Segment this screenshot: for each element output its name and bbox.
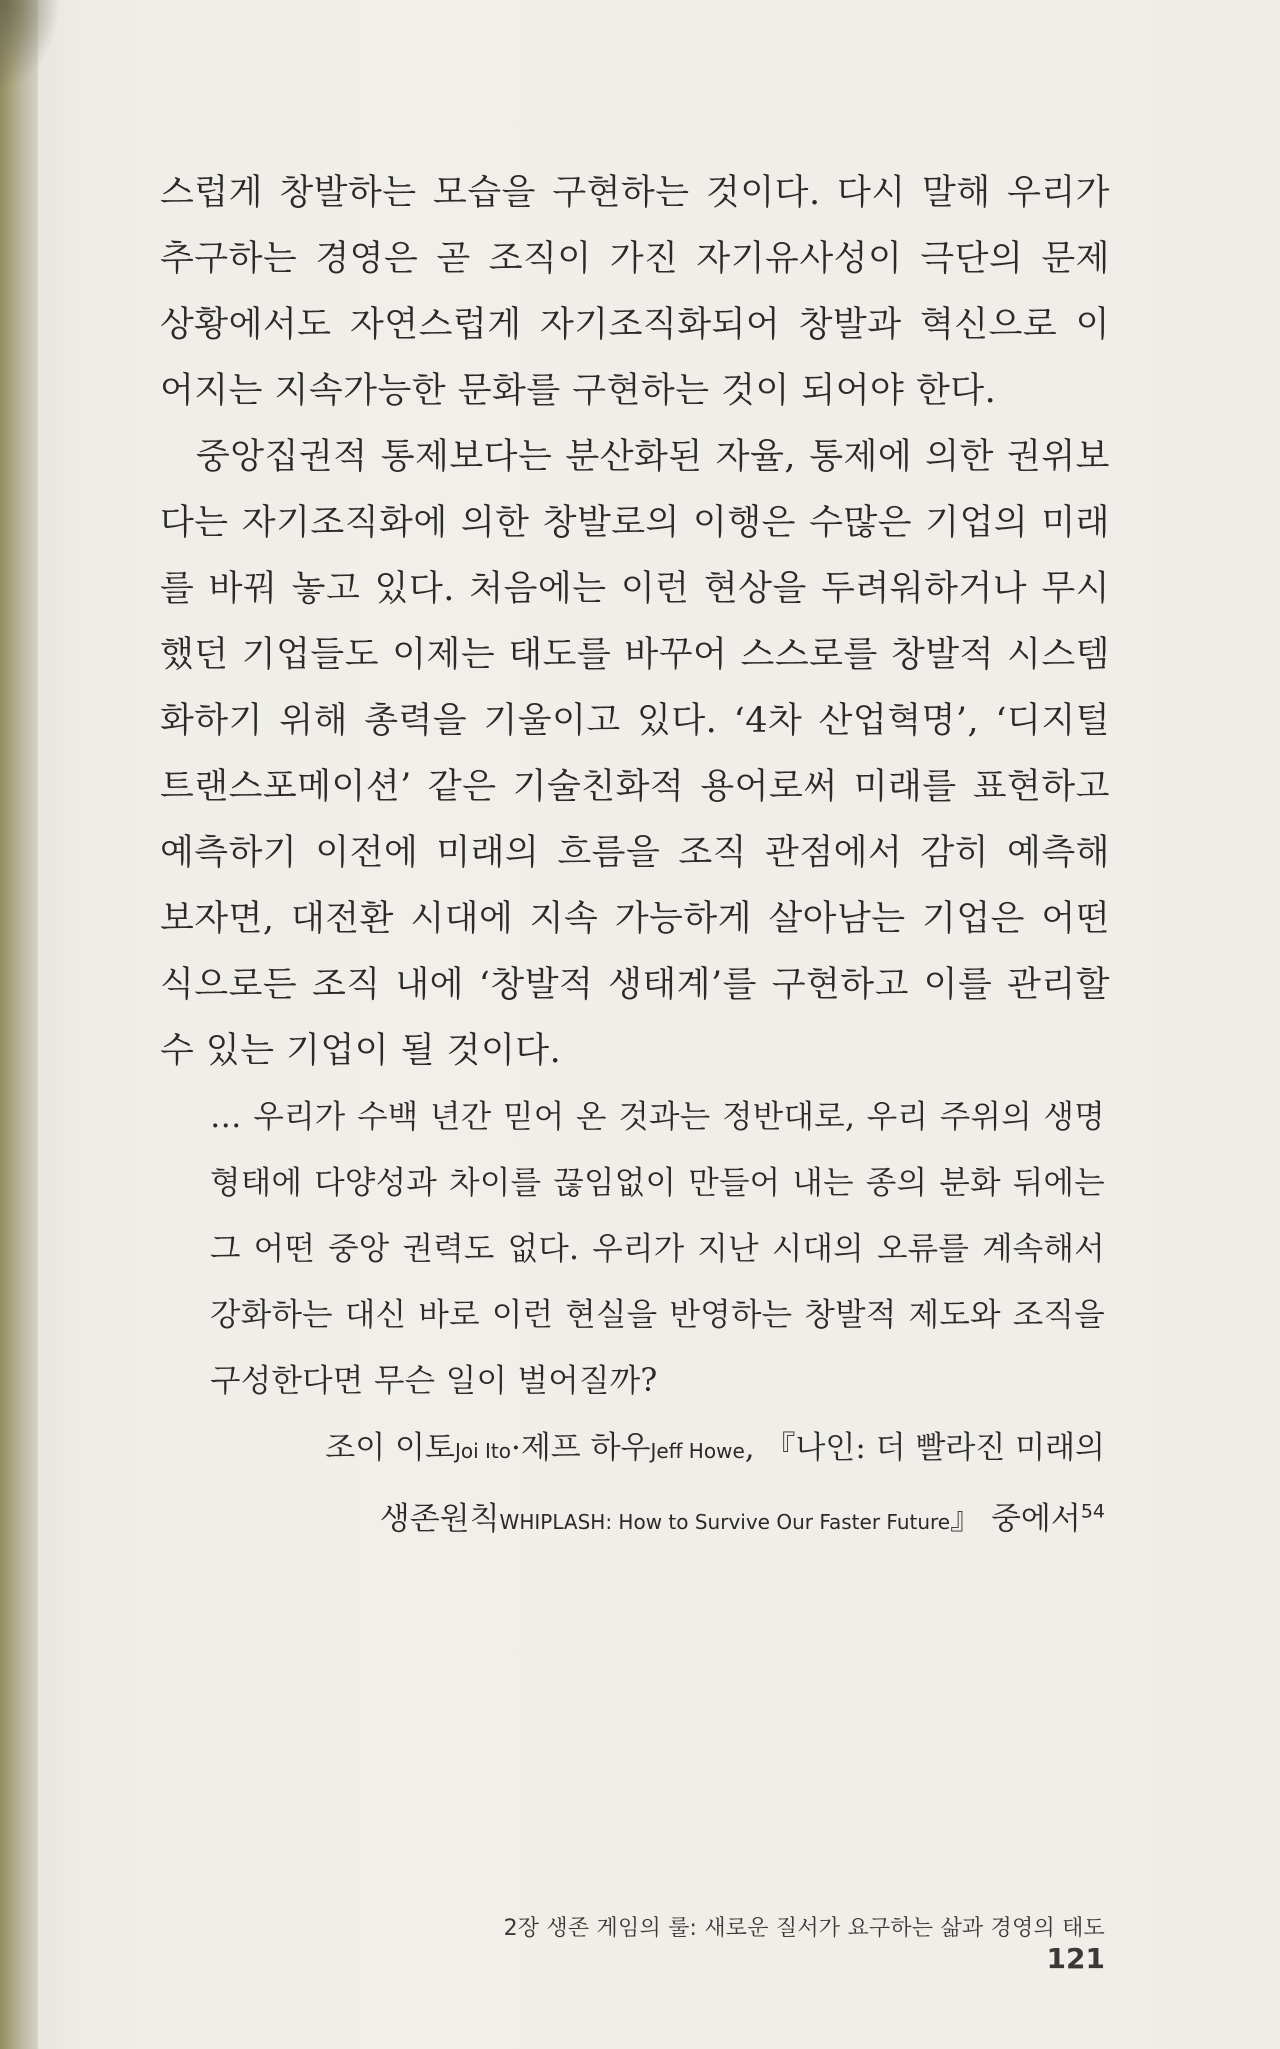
paragraph-2: 중앙집권적 통제보다는 분산화된 자율, 통제에 의한 권위보다는 자기조직화에 의한 창발로의 이행은 수많은 기업의 미래를 바꿔 놓고 있다. 처음에는 이런 현상을 두려워하거나 무시했던 기업들도 이제는 태도를 바꾸어 스스로를 창발적 시스템화하기 위해 총력을 기울이고 있다. ‘4차 산업혁명’, ‘디지털 트랜스포메이션’ 같은 기술친화적 용어로써 미래를 표현하고 예측하기 이전에 미래의 흐름을 조직 관점에서 감히 예측해 보자면, 대전환 시대에 지속 가능하게 살아남는 기업은 어떤 식으로든 조직 내에 ‘창발적 생태계’를 구현하고 이를 관리할 수 있는 기업이 될 것이다. <box>160 437 1110 1071</box>
book-title-english: WHIPLASH: How to Survive Our Faster Future <box>499 1510 951 1534</box>
author-1-korean: 조이 이토 <box>325 1430 455 1466</box>
corner-shadow <box>0 0 60 90</box>
quote-block <box>210 1084 1105 1556</box>
author-2-korean: 제프 하우 <box>520 1430 651 1466</box>
page-number: 121 <box>1046 1942 1105 1975</box>
running-chapter-title: 2장 생존 게임의 룰: 새로운 질서가 요구하는 삶과 경영의 태도 <box>503 1916 1105 1941</box>
book-title-korean-part-2: 생존원칙 <box>379 1501 500 1537</box>
quote-attribution-line-1 <box>210 1414 1105 1485</box>
book-spine-shadow <box>0 0 38 2049</box>
source-suffix: 중에서 <box>981 1501 1081 1537</box>
book-title-korean-part-1: 나인: 더 빨라진 미래의 <box>795 1430 1105 1466</box>
author-separator: · <box>510 1430 521 1466</box>
quote-text: … 우리가 수백 년간 믿어 온 것과는 정반대로, 우리 주위의 생명 형태에 다양성과 차이를 끊임없이 만들어 내는 종의 분화 뒤에는 그 어떤 중앙 권력도 없다. 우리가 지난 시대의 오류를 계속해서 강화하는 대신 바로 이런 현실을 반영하는 창발적 제도와 조직을 구성한다면 무슨 일이 벌어질까? <box>210 1099 1105 1399</box>
quote-attribution-line-2 <box>210 1485 1105 1556</box>
author-1-english: Joi Ito <box>454 1439 511 1463</box>
comma: , <box>744 1430 755 1466</box>
page-footer <box>480 1911 1105 1975</box>
body-text <box>160 160 1110 1084</box>
book-close-bracket: 』 <box>950 1501 982 1537</box>
footnote-marker: 54 <box>1080 1500 1105 1523</box>
author-2-english: Jeff Howe <box>650 1439 745 1463</box>
paragraph-1: 스럽게 창발하는 모습을 구현하는 것이다. 다시 말해 우리가 추구하는 경영은 곧 조직이 가진 자기유사성이 극단의 문제 상황에서도 자연스럽게 자기조직화되어 창발과 혁신으로 이어지는 지속가능한 문화를 구현하는 것이 되어야 한다. <box>160 173 1110 411</box>
book-open-bracket: 『 <box>764 1430 796 1466</box>
